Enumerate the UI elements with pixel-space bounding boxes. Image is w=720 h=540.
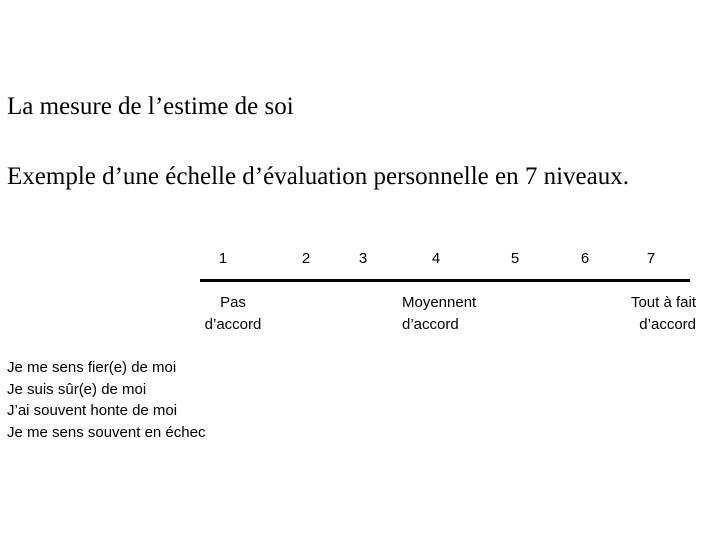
anchor-high-line1: Tout à fait [630, 294, 696, 311]
scale-line [200, 279, 690, 282]
list-item: Je me sens souvent en échec [7, 423, 206, 441]
item-list [7, 357, 205, 443]
page-title: La mesure de l’estime de soi [7, 93, 294, 120]
anchor-mid-line2: d’accord [402, 316, 459, 333]
anchor-low [201, 292, 265, 336]
scale-number-7: 7 [646, 250, 656, 267]
anchor-mid-line1: Moyennent [402, 294, 477, 311]
anchor-high [631, 292, 696, 336]
scale-number-5: 5 [510, 250, 520, 267]
scale-number-6: 6 [580, 250, 590, 267]
anchor-mid [402, 292, 476, 336]
subtitle: Exemple d’une échelle d’évaluation personnelle en 7 niveaux. [7, 163, 629, 190]
list-item: J’ai souvent honte de moi [7, 402, 178, 419]
scale-number-4: 4 [431, 250, 441, 267]
anchor-low-line2: d’accord [204, 316, 262, 333]
anchor-low-line1: Pas [220, 294, 246, 311]
list-item: Je suis sûr(e) de moi [7, 380, 147, 398]
scale-number-1: 1 [218, 250, 228, 267]
list-item: Je me sens fier(e) de moi [7, 359, 177, 376]
scale-number-2: 2 [301, 250, 311, 267]
anchor-high-line2: d’accord [639, 316, 696, 333]
scale-number-3: 3 [358, 250, 368, 267]
